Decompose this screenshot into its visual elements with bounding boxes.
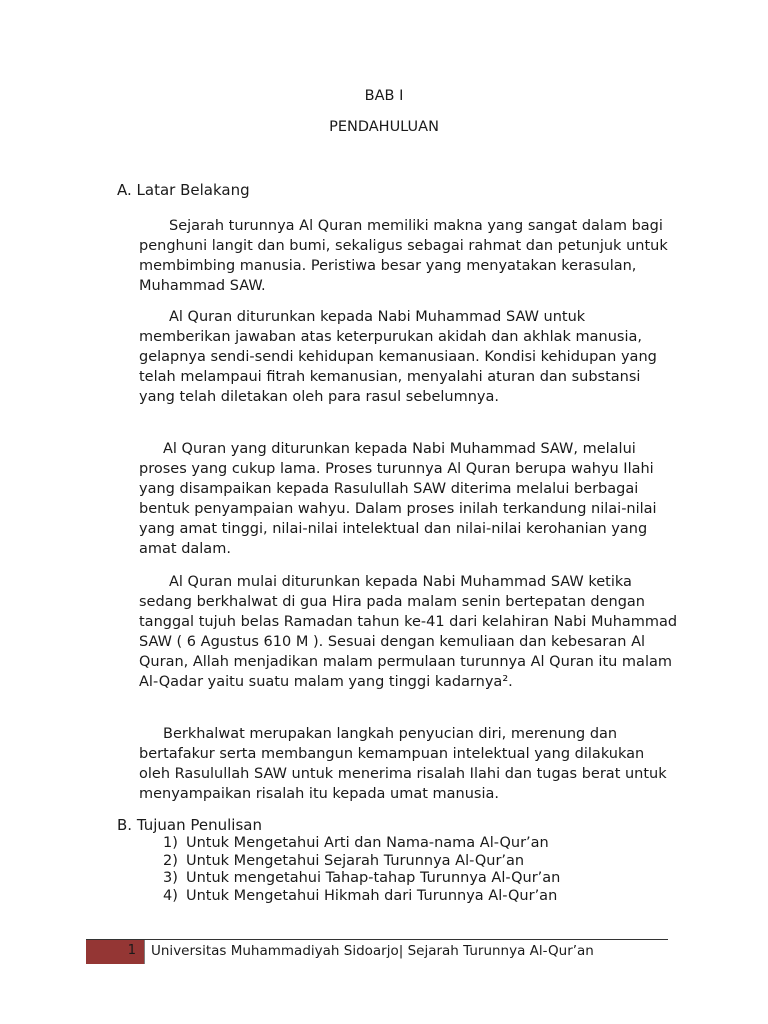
list-item: 3) Untuk mengetahui Tahap-tahap Turunnya Al-Qur’an xyxy=(163,870,561,886)
section-a-heading: A. Latar Belakang xyxy=(117,181,250,199)
paragraph-5: Berkhalwat merupakan langkah penyucian diri, merenung dan bertafakur serta membangun kemampuan intelektual yang dilakukan oleh Rasulullah SAW untuk menerima risalah Ilahi dan tugas berat untuk menyampaikan risalah itu kepada umat manusia. xyxy=(139,726,667,802)
section-b-heading: B. Tujuan Penulisan xyxy=(117,816,262,834)
chapter-number: BAB I xyxy=(364,88,404,104)
list-item: 2) Untuk Mengetahui Sejarah Turunnya Al-Qur’an xyxy=(163,852,525,869)
paragraph-2: Al Quran diturunkan kepada Nabi Muhammad SAW untuk memberikan jawaban atas keterpurukan akidah dan akhlak manusia, gelapnya sendi-sendi kehidupan kemanusiaan. Kondisi kehidupan yang telah melampaui fitrah kemanusian, menyalahi aturan dan substansi yang telah diletakan oleh para rasul sebelumnya. xyxy=(139,309,657,405)
paragraph-4: Al Quran mulai diturunkan kepada Nabi Muhammad SAW ketika sedang berkhalwat di gua Hira pada malam senin bertepatan dengan tanggal tujuh belas Ramadan tahun ke-41 dari kelahiran Nabi Muhammad SAW ( 6 Agustus 610 M ). Sesuai dengan kemuliaan dan kebesaran Al Quran, Allah menjadikan malam permulaan turunnya Al Quran itu malam Al-Qadar yaitu suatu malam yang tinggi kadarnya². xyxy=(139,574,678,690)
paragraph-3: Al Quran yang diturunkan kepada Nabi Muhammad SAW, melalui proses yang cukup lama. Proses turunnya Al Quran berupa wahyu Ilahi yang disampaikan kepada Rasulullah SAW diterima melalui berbagai bentuk penyampaian wahyu. Dalam proses inilah terkandung nilai-nilai yang amat tinggi, nilai-nilai intelektual dan nilai-nilai kerohanian yang amat dalam. xyxy=(139,441,657,557)
footer-divider xyxy=(86,939,668,940)
list-item: 1) Untuk Mengetahui Arti dan Nama-nama Al-Qur’an xyxy=(163,835,549,851)
footer-text: Universitas Muhammadiyah Sidoarjo| Sejarah Turunnya Al-Qur’an xyxy=(151,943,594,959)
footer-separator xyxy=(144,940,145,964)
paragraph-1: Sejarah turunnya Al Quran memiliki makna yang sangat dalam bagi penghuni langit dan bumi, sekaligus sebagai rahmat dan petunjuk untuk membimbing manusia. Peristiwa besar yang menyatakan kerasulan, Muhammad SAW. xyxy=(139,218,668,294)
chapter-title: PENDAHULUAN xyxy=(329,119,439,135)
objectives-list xyxy=(163,835,560,905)
footer-page-number: 1 xyxy=(127,943,136,958)
page-footer xyxy=(86,939,668,964)
list-item: 4) Untuk Mengetahui Hikmah dari Turunnya Al-Qur’an xyxy=(163,887,558,904)
